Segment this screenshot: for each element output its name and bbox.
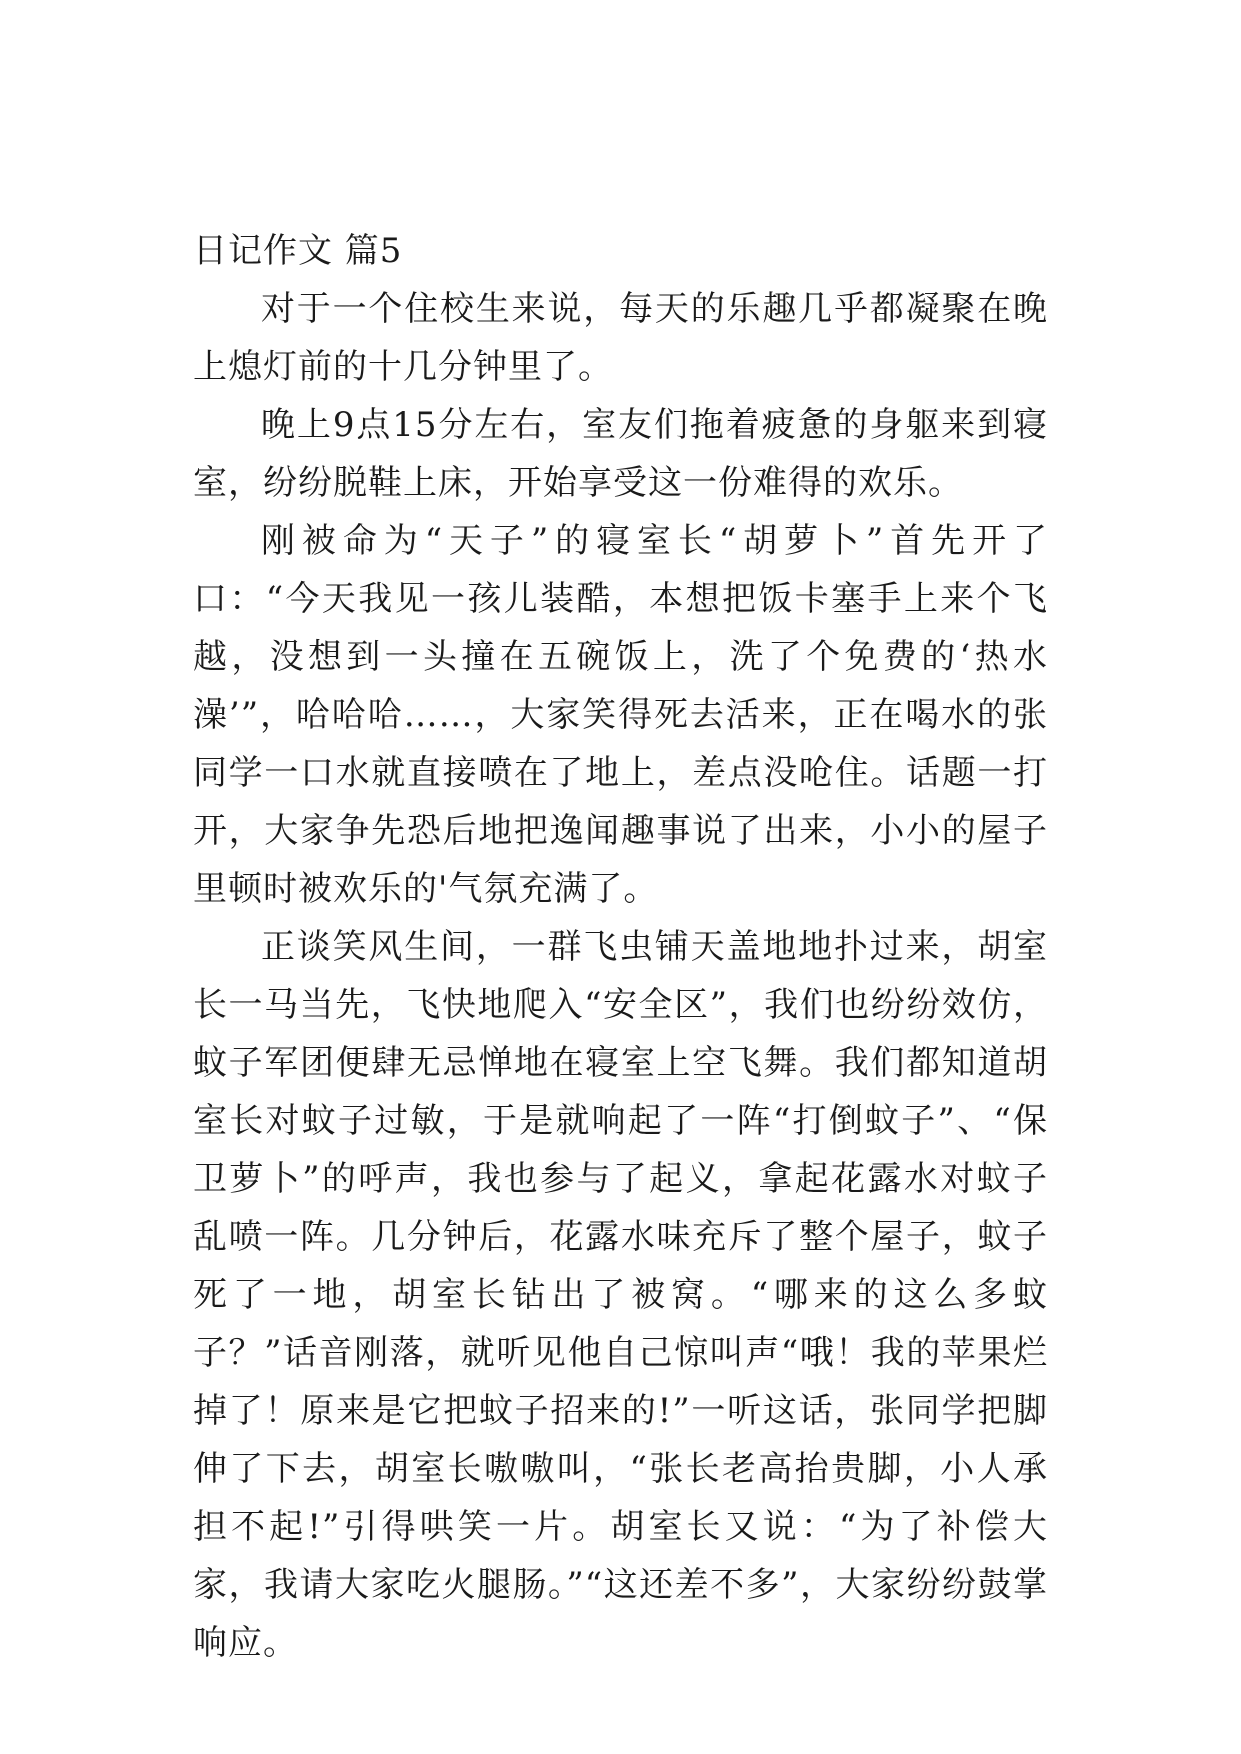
paragraph: 晚上9点15分左右，室友们拖着疲惫的身躯来到寝室，纷纷脱鞋上床，开始享受这一份难得的欢乐。 [193, 405, 1048, 503]
document-body [193, 222, 1048, 1672]
paragraph: 正谈笑风生间，一群飞虫铺天盖地地扑过来，胡室长一马当先，飞快地爬入“安全区”，我们也纷纷效仿，蚊子军团便肆无忌惮地在寝室上空飞舞。我们都知道胡室长对蚊子过敏，于是就响起了一阵“打倒蚊子”、“保卫萝卜”的呼声，我也参与了起义，拿起花露水对蚊子乱喷一阵。几分钟后，花露水味充斥了整个屋子，蚊子死了一地，胡室长钻出了被窝。“哪来的这么多蚊子？”话音刚落，就听见他自己惊叫声“哦！我的苹果烂掉了！原来是它把蚊子招来的!”一听这话，张同学把脚伸了下去，胡室长嗷嗷叫，“张长老高抬贵脚，小人承担不起!”引得哄笑一片。胡室长又说：“为了补偿大家，我请大家吃火腿肠。”“这还差不多”，大家纷纷鼓掌响应。 [193, 927, 1048, 1663]
paragraph: 对于一个住校生来说，每天的乐趣几乎都凝聚在晚上熄灯前的十几分钟里了。 [193, 289, 1048, 387]
document-title: 日记作文 篇5 [193, 231, 403, 271]
paragraph: 刚被命为“天子”的寝室长“胡萝卜”首先开了口：“今天我见一孩儿装酷，本想把饭卡塞手上来个飞越，没想到一头撞在五碗饭上，洗了个免费的‘热水澡’”，哈哈哈……，大家笑得死去活来，正在喝水的张同学一口水就直接喷在了地上，差点没呛住。话题一打开，大家争先恐后地把逸闻趣事说了出来，小小的屋子里顿时被欢乐的'气氛充满了。 [193, 521, 1048, 909]
